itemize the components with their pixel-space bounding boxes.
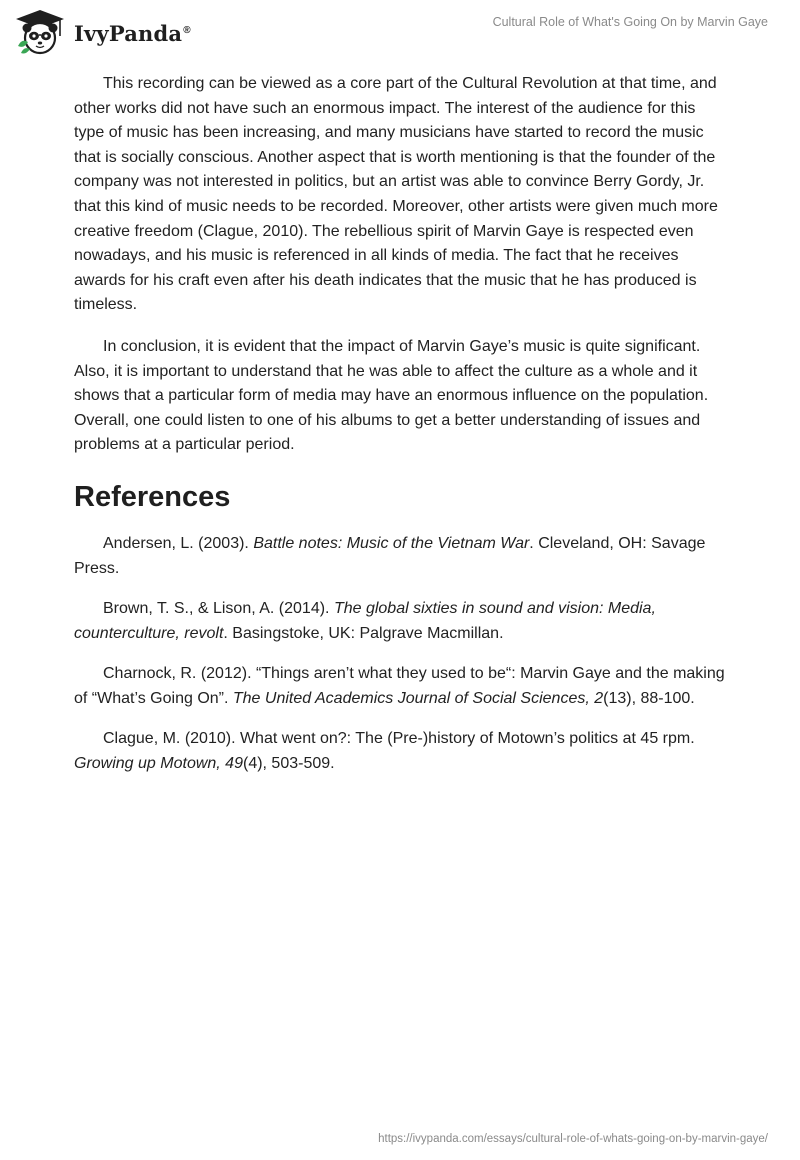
reference-entry: Andersen, L. (2003). Battle notes: Music of the Vietnam War. Cleveland, OH: Savage Press.	[74, 534, 706, 577]
body-paragraph: In conclusion, it is evident that the impact of Marvin Gaye’s music is quite significant. Also, it is important to understand that he was able to affect the culture as a whole and it shows that a particular form of media may have an enormous influence on the population. Overall, one could listen to one of his albums to get a better understanding of issues and problems at a particular period.	[74, 337, 709, 454]
references-heading: References	[74, 480, 231, 513]
reference-entry: Clague, M. (2010). What went on?: The (Pre-)history of Motown’s politics at 45 rpm. Growing up Motown, 49(4), 503-509.	[74, 730, 695, 773]
body-paragraph: This recording can be viewed as a core part of the Cultural Revolution at that time, and other works did not have such an enormous impact. The interest of the audience for this type of music has been increasing, and many musicians have started to record the music that is socially conscious. Another aspect that is worth mentioning is that the founder of the company was not interested in politics, but an artist was able to convince Berry Gordy, Jr. that this kind of music needs to be recorded. Moreover, other artists were given much more creative freedom (Clague, 2010). The rebellious spirit of Marvin Gaye is respected even nowadays, and his music is referenced in all kinds of media. The fact that he receives awards for his craft even after his death indicates that the music that he has produced is timeless.	[74, 75, 718, 314]
document-title: Cultural Role of What's Going On by Marvin Gaye	[492, 15, 768, 29]
registered-mark: ®	[183, 24, 191, 36]
reference-entry: Brown, T. S., & Lison, A. (2014). The global sixties in sound and vision: Media, counterculture, revolt. Basingstoke, UK: Palgrave Macmillan.	[74, 600, 656, 642]
reference-entry: Charnock, R. (2012). “Things aren’t what they used to be“: Marvin Gaye and the making of “What’s Going On”. The United Academics Journal of Social Sciences, 2(13), 88-100.	[74, 665, 725, 707]
page-header	[0, 0, 800, 62]
panda-graduate-icon	[14, 8, 66, 56]
brand-logo[interactable]	[14, 8, 191, 56]
brand-name: IvyPanda®	[74, 20, 191, 46]
essay-content	[74, 72, 726, 793]
source-url[interactable]: https://ivypanda.com/essays/cultural-role-of-whats-going-on-by-marvin-gaye/	[378, 1133, 768, 1145]
